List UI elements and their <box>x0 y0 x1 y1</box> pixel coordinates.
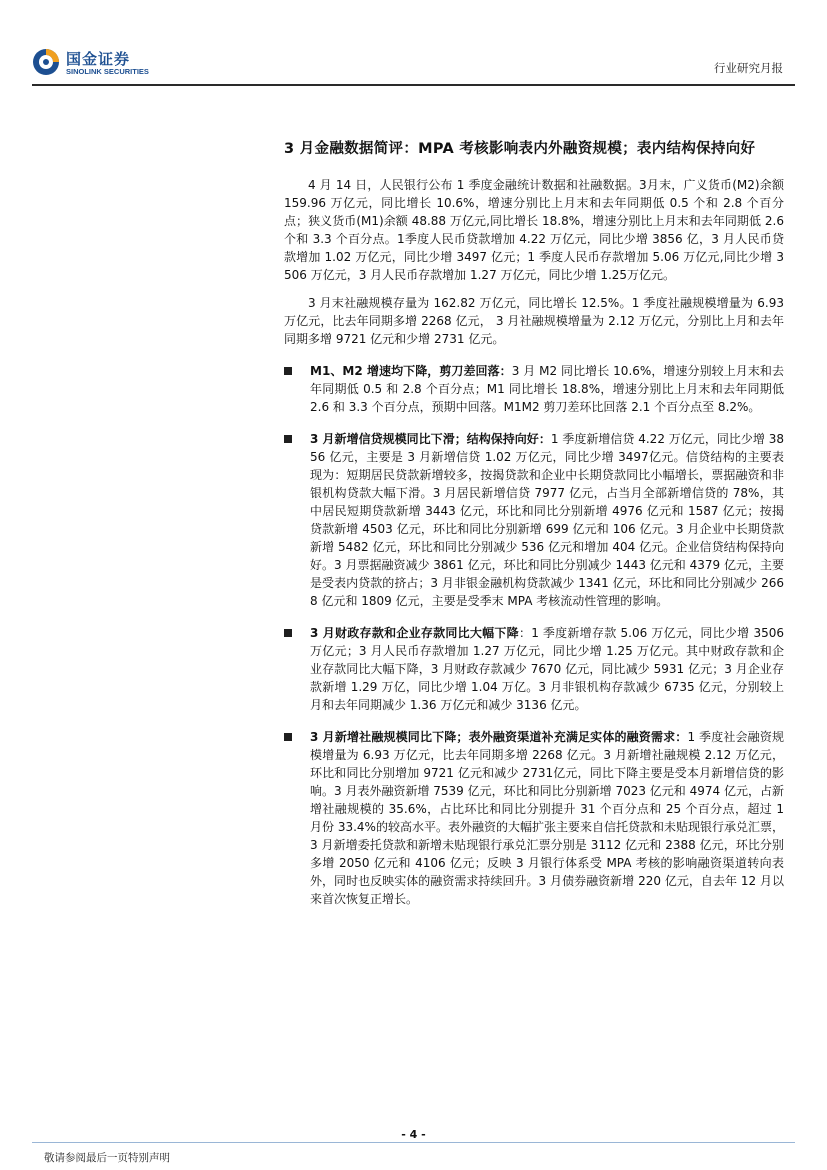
bullet-text: 1 季度社会融资规模增量为 6.93 万亿元，比去年同期多增 2268 亿元。3 月新增社融规模 2.12 万亿元，环比和同比分别增加 9721 亿元和减少 2731亿元，同比下降主要是受本月新增信贷的影响。3 月表外融资新增 7539 亿元，环比和同比分别新增 7023 亿元和 4974 亿元，占新增社融规模的 35.6%，占比环比和同比分别提升 31 个百分点和 25 个百分点，超过 1 月份 33.4%的较高水平。表外融资的大幅扩张主要来自信托贷款和未贴现银行承兑汇票，3 月新增委托贷款和新增未贴现银行承兑汇票分别是 3112 亿元和 2388 亿元，环比分别多增 2050 亿元和 4106 亿元；反映 3 月银行体系受 MPA 考核的影响融资渠道转向表外，同时也反映实体的融资需求持续回升。3 月债券融资新增 220 亿元，自去年 12 月以来首次恢复正增长。 <box>310 730 784 906</box>
bullet-heading: M1、M2 增速均下降，剪刀差回落： <box>310 364 512 378</box>
bullet-text: 3 月 M2 同比增长 10.6%，增速分别较上月末和去年同期低 0.5 和 2.8 个百分点；M1 同比增长 18.8%，增速分别比上月末和去年同期低 2.6 和 3.3 个百分点，预期中回落。M1M2 剪刀差环比回落 2.1 个百分点至 8.2%。 <box>310 364 784 414</box>
social-financing-paragraph: 3 月末社融规模存量为 162.82 万亿元，同比增长 12.5%。1 季度社融规模增量为 6.93 万亿元，比去年同期多增 2268 亿元， 3 月社融规模增量为 2.12 万亿元，分别比上月和去年同期多增 9721 亿元和少增 2731 亿元。 <box>284 296 784 346</box>
header-divider <box>32 84 795 86</box>
square-bullet-icon <box>284 629 292 637</box>
square-bullet-icon <box>284 435 292 443</box>
article-body <box>284 138 784 922</box>
bullet-text: ：1 季度新增存款 5.06 万亿元，同比少增 3506 万亿元；3 月人民币存款增加 1.27 万亿元，同比少增 1.25 万亿元。其中财政存款和企业存款同比大幅下降，3 月财政存款减少 7670 亿元，同比减少 5931 亿元；3 月企业存款新增 1.29 万亿，同比少增 1.04 万亿。3 月非银机构存款减少 6735 亿元，分别较上月和去年同期减少 1.36 万亿元和减少 3136 亿元。 <box>310 626 785 712</box>
bullet-text: 1 季度新增信贷 4.22 万亿元，同比少增 3856 亿元，主要是 3 月新增信贷 1.02 万亿元，同比少增 3497亿元。信贷结构的主要表现为：短期居民贷款新增较多，按揭贷款和企业中长期贷款同比小幅增长，票据融资和非银机构贷款大幅下滑。3 月居民新增信贷 7977 亿元，占当月全部新增信贷的 78%，其中居民短期贷款新增 3443 亿元，环比和同比分别新增 4976 亿元和 1587 亿元；按揭贷款新增 4503 亿元，环比和同比分别新增 699 亿元和 106 亿元。3 月企业中长期贷款新增 5482 亿元，环比和同比分别减少 536 亿元和增加 404 亿元。企业信贷结构保持向好。3 月票据融资减少 3861 亿元，环比和同比分别减少 1443 亿元和 4379 亿元，主要是受表内贷款的挤占；3 月非银金融机构贷款减少 1341 亿元，环比和同比分别减少 2668 亿元和 1809 亿元，主要是受季末 MPA 考核流动性管理的影响。 <box>310 432 784 608</box>
page-header <box>0 0 827 90</box>
sinolink-logo-icon <box>32 48 60 76</box>
logo-english-text: SINOLINK SECURITIES <box>66 67 149 76</box>
article-title: 3 月金融数据简评：MPA 考核影响表内外融资规模；表内结构保持向好 <box>284 141 756 157</box>
bullet-item <box>284 624 784 714</box>
bullet-heading: 3 月新增社融规模同比下降；表外融资渠道补充满足实体的融资需求： <box>310 730 688 744</box>
square-bullet-icon <box>284 367 292 375</box>
page-number: - 4 - <box>401 1128 426 1141</box>
bullet-item <box>284 430 784 610</box>
square-bullet-icon <box>284 733 292 741</box>
company-logo <box>32 46 162 82</box>
bullet-heading: 3 月新增信贷规模同比下滑；结构保持向好： <box>310 432 551 446</box>
key-points-list <box>284 362 784 908</box>
footer-divider <box>32 1142 795 1143</box>
report-type-label: 行业研究月报 <box>714 61 783 75</box>
logo-chinese-text: 国金证券 <box>66 50 131 68</box>
bullet-heading: 3 月财政存款和企业存款同比大幅下降 <box>310 626 519 640</box>
footer-disclaimer: 敬请参阅最后一页特别声明 <box>44 1152 170 1164</box>
bullet-item <box>284 728 784 908</box>
bullet-item <box>284 362 784 416</box>
intro-paragraph: 4 月 14 日，人民银行公布 1 季度金融统计数据和社融数据。3月末，广义货币(M2)余额 159.96 万亿元，同比增长 10.6%，增速分别比上月末和去年同期低 0.5 个和 2.8 个百分点；狭义货币(M1)余额 48.88 万亿元,同比增长 18.8%，增速分别比上月末和去年同期低 2.6 个和 3.3 个百分点。1季度人民币贷款增加 4.22 万亿元，同比少增 3856 亿，3 月人民币贷款增加 1.02 万亿元，同比少增 3497 亿元；1 季度人民币存款增加 5.06 万亿元,同比少增 3506 万亿元，3 月人民币存款增加 1.27 万亿元，同比少增 1.25万亿元。 <box>284 178 784 282</box>
